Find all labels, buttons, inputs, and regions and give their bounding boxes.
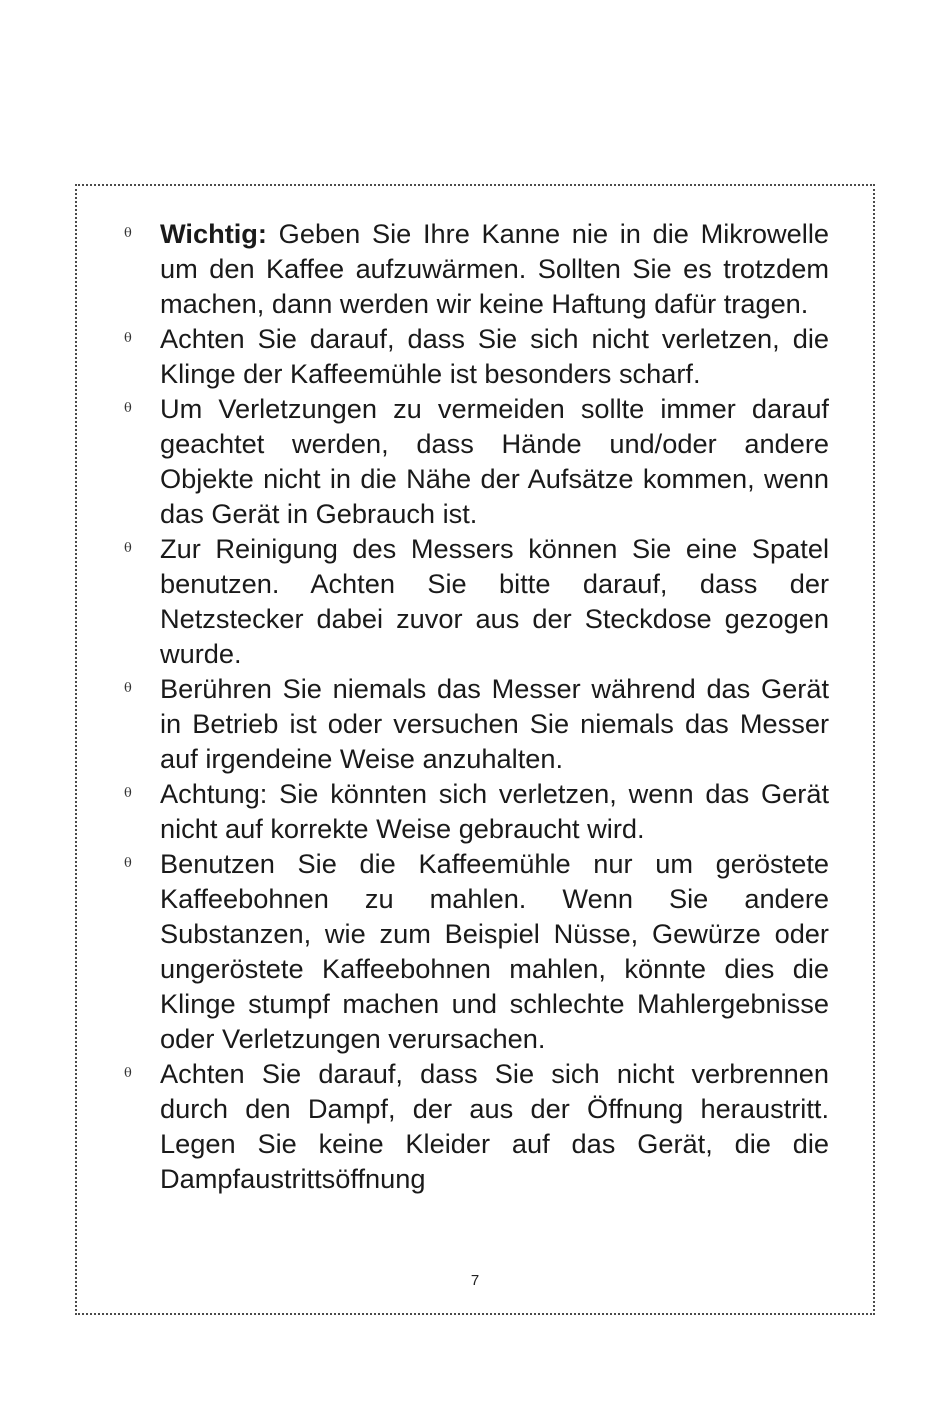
item-text [160, 216, 829, 321]
list-item [124, 531, 829, 671]
bullet-icon: θ [124, 681, 132, 696]
safety-instructions-list [124, 216, 829, 1196]
item-body: Geben Sie Ihre Kanne nie in die Mikrowelle um den Kaffee aufzuwärmen. Sollten Sie es trotzdem machen, dann werden wir keine Haftung dafür tragen. [160, 218, 829, 319]
item-text: Um Verletzungen zu vermeiden sollte immer darauf geachtet werden, dass Hände und/oder andere Objekte nicht in die Nähe der Aufsätze kommen, wenn das Gerät in Gebrauch ist. [160, 393, 829, 529]
item-lead: Wichtig: [160, 218, 267, 249]
bullet-icon: θ [124, 541, 132, 556]
list-item [124, 846, 829, 1056]
item-text: Achtung: Sie könnten sich verletzen, wenn das Gerät nicht auf korrekte Weise gebraucht wird. [160, 778, 829, 844]
item-text: Berühren Sie niemals das Messer während das Gerät in Betrieb ist oder versuchen Sie niemals das Messer auf irgendeine Weise anzuhalten. [160, 673, 829, 774]
item-text: Achten Sie darauf, dass Sie sich nicht verletzen, die Klinge der Kaffeemühle ist besonders scharf. [160, 323, 829, 389]
list-item [124, 321, 829, 391]
bullet-icon: θ [124, 856, 132, 871]
item-text: Benutzen Sie die Kaffeemühle nur um geröstete Kaffeebohnen zu mahlen. Wenn Sie andere Substanzen, wie zum Beispiel Nüsse, Gewürze oder ungeröstete Kaffeebohnen mahlen, könnte dies die Klinge stumpf machen und schlechte Mahlergebnisse oder Verletzungen verursachen. [160, 848, 829, 1054]
bullet-icon: θ [124, 331, 132, 346]
item-text: Zur Reinigung des Messers können Sie eine Spatel benutzen. Achten Sie bitte darauf, dass der Netzstecker dabei zuvor aus der Steckdose gezogen wurde. [160, 533, 829, 669]
bullet-icon: θ [124, 226, 132, 241]
list-item [124, 776, 829, 846]
list-item [124, 391, 829, 531]
bullet-icon: θ [124, 1066, 132, 1081]
bullet-icon: θ [124, 401, 132, 416]
page-number: 7 [470, 1272, 480, 1289]
item-text: Achten Sie darauf, dass Sie sich nicht verbrennen durch den Dampf, der aus der Öffnung heraustritt. Legen Sie keine Kleider auf das Gerät, die die Dampfaustrittsöffnung [160, 1058, 829, 1194]
list-item [124, 671, 829, 776]
bullet-icon: θ [124, 786, 132, 801]
list-item [124, 1056, 829, 1196]
list-item [124, 216, 829, 321]
